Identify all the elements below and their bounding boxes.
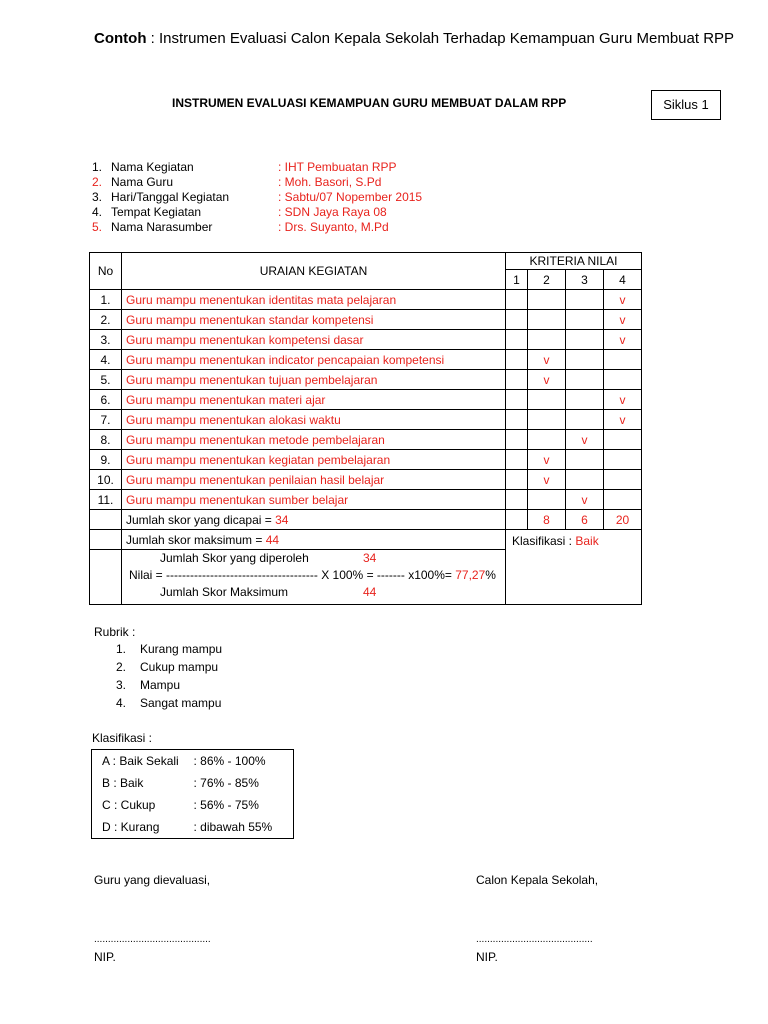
klasifikasi-title: Klasifikasi : <box>92 731 153 745</box>
score-cell-3 <box>566 390 604 410</box>
row-kegiatan: Guru mampu menentukan kegiatan pembelajaran <box>122 450 506 470</box>
jumlah-dicapai-label: Jumlah skor yang dicapai = <box>126 512 276 527</box>
klasifikasi-key: C : Cukup <box>102 798 156 812</box>
score-cell-4: v <box>604 290 642 310</box>
info-value: : Sabtu/07 Nopember 2015 <box>278 190 423 204</box>
jumlah-maks-cell <box>122 530 506 550</box>
nilai-percent: % <box>485 568 496 582</box>
klasifikasi-range: : 56% - 75% <box>193 798 259 812</box>
score-cell-3 <box>566 410 604 430</box>
score-cell-4 <box>604 430 642 450</box>
score-cell-1 <box>506 450 528 470</box>
jumlah-maks-value: 44 <box>265 532 280 547</box>
siklus-box: Siklus 1 <box>651 90 721 120</box>
row-number: 7. <box>90 410 122 430</box>
score-cell-2 <box>528 330 566 350</box>
rubrik-text: Mampu <box>140 678 181 692</box>
info-label: Hari/Tanggal Kegiatan <box>111 190 230 204</box>
klasifikasi-row <box>92 772 294 794</box>
row-number: 10. <box>90 470 122 490</box>
rubrik-num: 3. <box>116 678 127 692</box>
score-cell-4 <box>604 370 642 390</box>
signature-right-label: Calon Kepala Sekolah, <box>476 873 599 887</box>
score-cell-3: v <box>566 490 604 510</box>
criteria-row <box>90 330 642 350</box>
info-label: Nama Narasumber <box>111 220 213 234</box>
rubrik-num: 2. <box>116 660 127 674</box>
score-cell-3 <box>566 290 604 310</box>
criteria-row <box>90 390 642 410</box>
signature-right-line: .......................................... <box>476 934 593 945</box>
subtotal-cell: 6 <box>566 510 604 530</box>
criteria-row <box>90 490 642 510</box>
score-header: 1 <box>506 270 528 290</box>
score-cell-4 <box>604 490 642 510</box>
klasifikasi-row <box>92 816 294 839</box>
nilai-result: 77,27 <box>455 568 486 582</box>
rubrik-text: Kurang mampu <box>140 642 223 656</box>
score-cell-4: v <box>604 310 642 330</box>
score-cell-3: v <box>566 430 604 450</box>
info-value: : Drs. Suyanto, M.Pd <box>278 220 389 234</box>
score-cell-2 <box>528 390 566 410</box>
jumlah-maks-label: Jumlah skor maksimum = <box>126 532 266 547</box>
score-cell-1 <box>506 410 528 430</box>
header-kriteria: KRITERIA NILAI <box>506 253 642 270</box>
score-cell-2 <box>528 290 566 310</box>
nilai-diperoleh-value: 34 <box>363 551 377 565</box>
header-bold-prefix: Contoh <box>94 30 147 47</box>
score-cell-3 <box>566 470 604 490</box>
rubrik-title: Rubrik : <box>94 625 136 639</box>
rubrik-num: 1. <box>116 642 127 656</box>
score-cell-1 <box>506 290 528 310</box>
row-kegiatan: Guru mampu menentukan materi ajar <box>122 390 506 410</box>
score-cell-1 <box>506 490 528 510</box>
subtotal-cell: 8 <box>528 510 566 530</box>
row-kegiatan: Guru mampu menentukan kompetensi dasar <box>122 330 506 350</box>
klasifikasi-cell <box>506 530 642 605</box>
info-num: 2. <box>92 175 103 189</box>
score-header: 3 <box>566 270 604 290</box>
row-number: 2. <box>90 310 122 330</box>
score-cell-3 <box>566 330 604 350</box>
info-label: Tempat Kegiatan <box>111 205 202 219</box>
score-cell-1 <box>506 370 528 390</box>
score-cell-2 <box>528 310 566 330</box>
nilai-formula <box>129 568 496 582</box>
klasifikasi-range: : 76% - 85% <box>193 776 259 790</box>
criteria-row <box>90 410 642 430</box>
info-label: Nama Kegiatan <box>111 160 194 174</box>
nilai-maks-value: 44 <box>363 585 377 599</box>
info-value: : Moh. Basori, S.Pd <box>278 175 382 189</box>
klasifikasi-key: D : Kurang <box>102 820 160 834</box>
nilai-diperoleh-label: Jumlah Skor yang diperoleh <box>160 551 309 565</box>
row-number: 4. <box>90 350 122 370</box>
row-number: 5. <box>90 370 122 390</box>
rubrik-text: Sangat mampu <box>140 696 222 710</box>
empty-cell <box>90 530 122 550</box>
evaluation-table <box>89 252 642 605</box>
klasifikasi-key: A : Baik Sekali <box>102 754 179 768</box>
klasifikasi-range: : 86% - 100% <box>193 754 266 768</box>
score-cell-4: v <box>604 330 642 350</box>
score-cell-4: v <box>604 410 642 430</box>
row-number: 11. <box>90 490 122 510</box>
criteria-row <box>90 370 642 390</box>
score-cell-2 <box>528 430 566 450</box>
score-cell-4 <box>604 350 642 370</box>
score-cell-3 <box>566 310 604 330</box>
score-cell-1 <box>506 330 528 350</box>
criteria-row <box>90 350 642 370</box>
score-cell-1 <box>506 430 528 450</box>
info-num: 3. <box>92 190 103 204</box>
subtotal-cell <box>506 510 528 530</box>
klasifikasi-table <box>91 749 294 839</box>
row-kegiatan: Guru mampu menentukan metode pembelajaran <box>122 430 506 450</box>
signature-right-nip: NIP. <box>476 950 498 964</box>
score-cell-2 <box>528 410 566 430</box>
row-kegiatan: Guru mampu menentukan standar kompetensi <box>122 310 506 330</box>
rubrik-num: 4. <box>116 696 127 710</box>
klasifikasi-label: Klasifikasi : <box>512 534 576 548</box>
score-cell-2: v <box>528 370 566 390</box>
row-kegiatan: Guru mampu menentukan sumber belajar <box>122 490 506 510</box>
header-no: No <box>90 253 122 290</box>
signature-left-nip: NIP. <box>94 950 116 964</box>
row-number: 1. <box>90 290 122 310</box>
document-title: INSTRUMEN EVALUASI KEMAMPUAN GURU MEMBUAT DALAM RPP <box>172 96 567 110</box>
jumlah-dicapai-value: 34 <box>275 512 289 527</box>
info-num: 4. <box>92 205 103 219</box>
header-rest: : Instrumen Evaluasi Calon Kepala Sekolah Terhadap Kemampuan Guru Membuat RPP <box>146 30 735 47</box>
score-cell-1 <box>506 470 528 490</box>
score-cell-4 <box>604 450 642 470</box>
empty-cell <box>90 550 122 605</box>
klasifikasi-key: B : Baik <box>102 776 144 790</box>
info-num: 1. <box>92 160 103 174</box>
score-cell-2: v <box>528 450 566 470</box>
row-kegiatan: Guru mampu menentukan tujuan pembelajaran <box>122 370 506 390</box>
klasifikasi-range: : dibawah 55% <box>193 820 273 834</box>
info-value: : SDN Jaya Raya 08 <box>278 205 387 219</box>
row-kegiatan: Guru mampu menentukan alokasi waktu <box>122 410 506 430</box>
score-cell-2: v <box>528 470 566 490</box>
score-cell-2: v <box>528 350 566 370</box>
score-cell-1 <box>506 350 528 370</box>
row-kegiatan: Guru mampu menentukan indicator pencapaian kompetensi <box>122 350 506 370</box>
info-num: 5. <box>92 220 103 234</box>
row-number: 3. <box>90 330 122 350</box>
criteria-row <box>90 310 642 330</box>
criteria-row <box>90 430 642 450</box>
score-header: 2 <box>528 270 566 290</box>
row-kegiatan: Guru mampu menentukan identitas mata pelajaran <box>122 290 506 310</box>
criteria-row <box>90 290 642 310</box>
jumlah-dicapai-cell <box>122 510 506 530</box>
header-line <box>94 30 734 47</box>
row-number: 9. <box>90 450 122 470</box>
rubrik-text: Cukup mampu <box>140 660 219 674</box>
nilai-cell <box>122 550 506 605</box>
score-cell-1 <box>506 310 528 330</box>
score-cell-4: v <box>604 390 642 410</box>
empty-cell <box>90 510 122 530</box>
score-header: 4 <box>604 270 642 290</box>
nilai-maks-label: Jumlah Skor Maksimum <box>160 585 289 599</box>
signature-left-line: .......................................... <box>94 934 211 945</box>
score-cell-3 <box>566 450 604 470</box>
info-label: Nama Guru <box>111 175 174 189</box>
signature-left-label: Guru yang dievaluasi, <box>94 873 211 887</box>
row-number: 8. <box>90 430 122 450</box>
criteria-row <box>90 470 642 490</box>
row-kegiatan: Guru mampu menentukan penilaian hasil belajar <box>122 470 506 490</box>
klasifikasi-value: Baik <box>575 534 599 548</box>
score-cell-3 <box>566 370 604 390</box>
score-cell-3 <box>566 350 604 370</box>
klasifikasi-row <box>92 750 294 773</box>
row-number: 6. <box>90 390 122 410</box>
subtotal-cell: 20 <box>604 510 642 530</box>
score-cell-4 <box>604 470 642 490</box>
score-cell-1 <box>506 390 528 410</box>
klasifikasi-row <box>92 794 294 816</box>
header-uraian: URAIAN KEGIATAN <box>122 253 506 290</box>
nilai-formula-left: Nilai = -------------------------------------- X 100% = ------- x100%= <box>129 568 456 582</box>
info-value: : IHT Pembuatan RPP <box>278 160 397 174</box>
score-cell-2 <box>528 490 566 510</box>
criteria-row <box>90 450 642 470</box>
